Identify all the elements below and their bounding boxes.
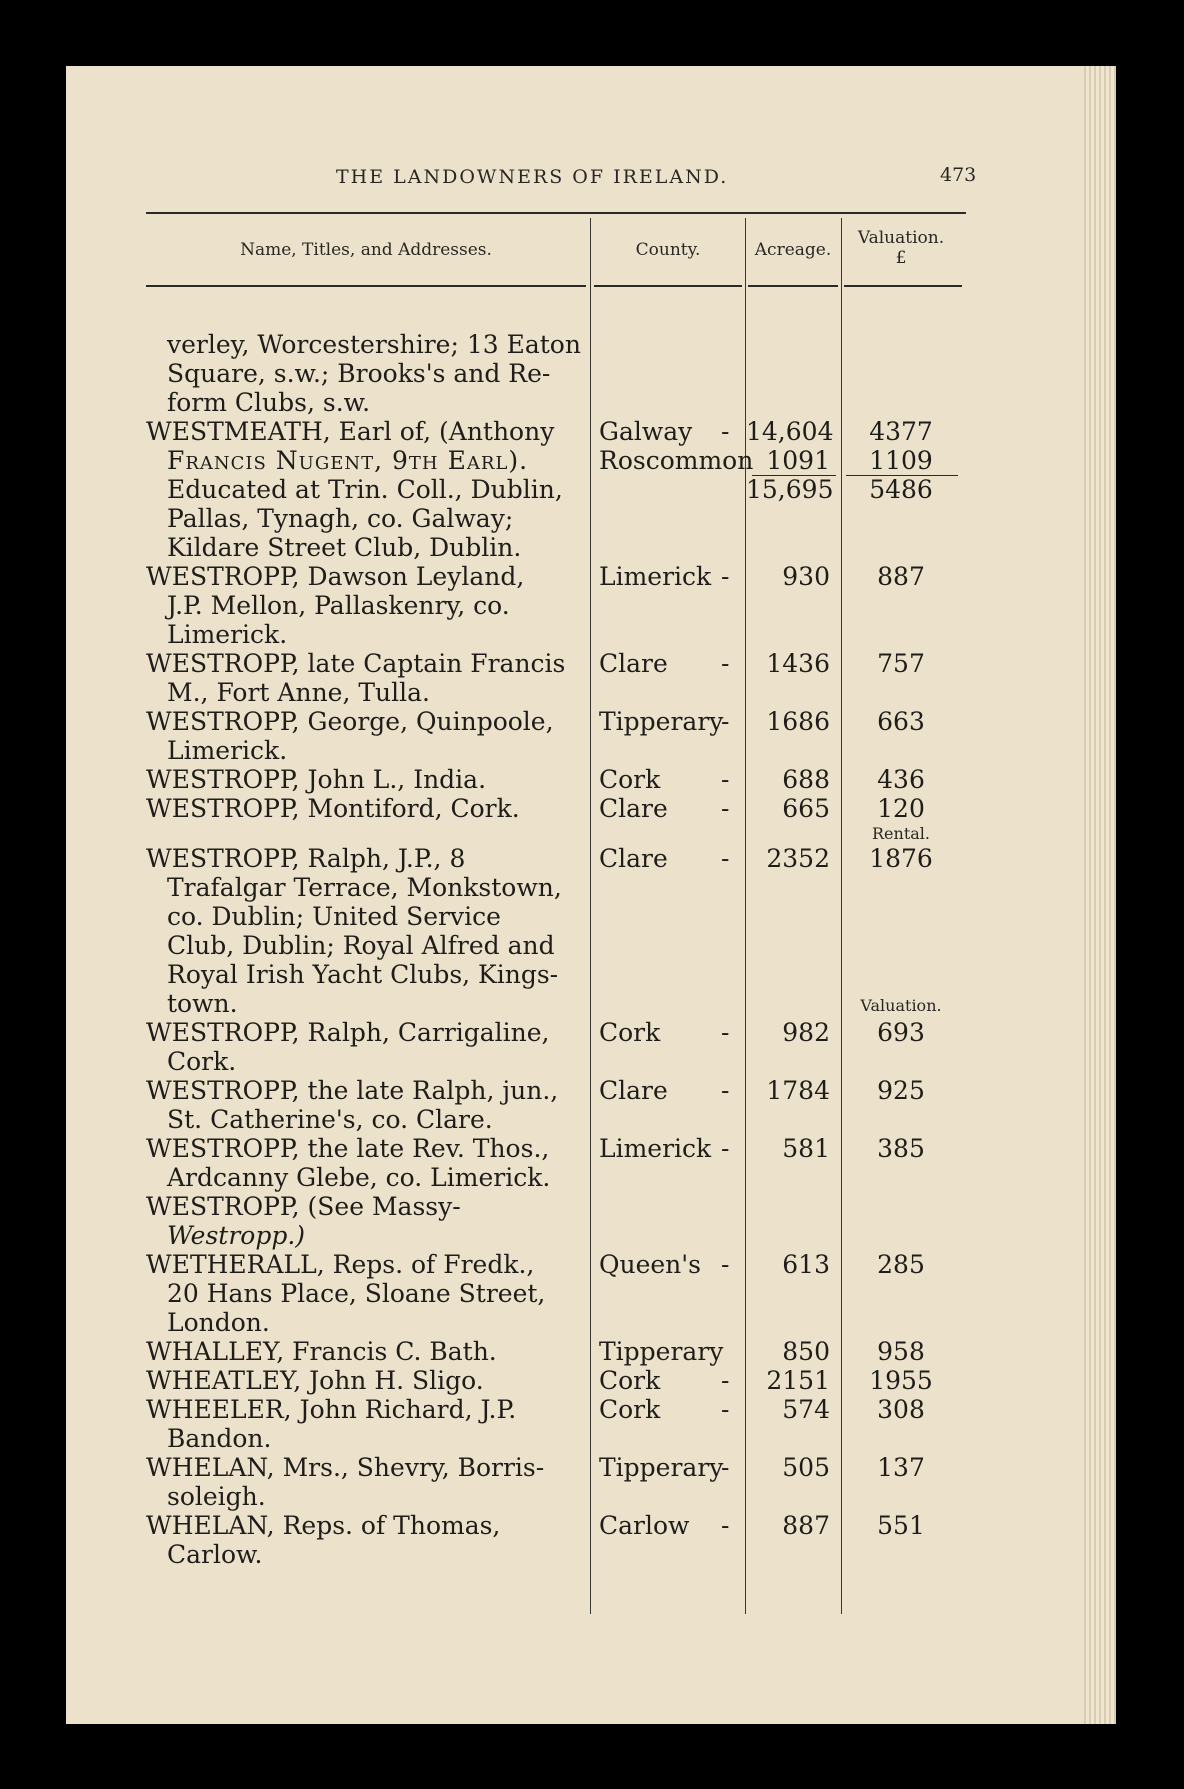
entry-line: Square, s.w.; Brooks's and Re- (167, 359, 551, 388)
column-header-valuation: Valuation. (857, 228, 945, 248)
valuation-note: Valuation. (860, 996, 942, 1015)
entry-line: WHEELER, John Richard, J.P. (146, 1395, 517, 1424)
top-rule (146, 212, 966, 214)
header-rule-name (146, 285, 586, 287)
acreage-cell: 613 (782, 1250, 830, 1279)
entry-line: Bandon. (167, 1424, 272, 1453)
column-header-county: County. (635, 240, 701, 260)
county-cell: Galway (599, 417, 693, 446)
running-title: THE LANDOWNERS OF IRELAND. (336, 166, 729, 188)
header-rule-county (594, 285, 742, 287)
valuation-cell: 4377 (869, 417, 933, 446)
entry-line: WETHERALL, Reps. of Fredk., (146, 1250, 535, 1279)
valuation-cell: 285 (877, 1250, 925, 1279)
county-cell: Cork (599, 1395, 661, 1424)
valuation-cell: 137 (877, 1453, 925, 1482)
leader-dash: - (721, 1076, 730, 1105)
acreage-cell: 982 (782, 1018, 830, 1047)
entry-line: Cork. (167, 1047, 237, 1076)
valuation-cell: 958 (877, 1337, 925, 1366)
page-edge (1084, 66, 1116, 1724)
acreage-cell: 1436 (766, 649, 830, 678)
leader-dash: - (721, 417, 730, 446)
county-cell: Tipperary (599, 1453, 724, 1482)
county-cell: Cork (599, 765, 661, 794)
leader-dash: - (721, 1395, 730, 1424)
acreage-cell: 1091 (766, 446, 830, 475)
header-rule-acreage (748, 285, 838, 287)
entry-line: WESTMEATH, Earl of, (Anthony (146, 417, 555, 446)
column-header-acreage: Acreage. (754, 240, 832, 260)
entry-line: Trafalgar Terrace, Monkstown, (167, 873, 562, 902)
entry-line: co. Dublin; United Service (167, 902, 501, 931)
entry-line: WHELAN, Reps. of Thomas, (146, 1511, 501, 1540)
acreage-cell: 930 (782, 562, 830, 591)
column-header-name: Name, Titles, and Addresses. (240, 240, 492, 260)
county-cell: Cork (599, 1018, 661, 1047)
entry-line: Royal Irish Yacht Clubs, Kings- (167, 960, 559, 989)
entry-line: WESTROPP, (See Massy- (146, 1192, 461, 1221)
county-cell: Clare (599, 794, 668, 823)
valuation-cell: 551 (877, 1511, 925, 1540)
county-cell: Limerick (599, 1134, 712, 1163)
entry-line: WESTROPP, Dawson Leyland, (146, 562, 525, 591)
entry-line: London. (167, 1308, 270, 1337)
entry-line: WESTROPP, the late Ralph, jun., (146, 1076, 559, 1105)
entry-line: St. Catherine's, co. Clare. (167, 1105, 493, 1134)
valuation-cell: 693 (877, 1018, 925, 1047)
leader-dash: - (721, 844, 730, 873)
county-cell: Limerick (599, 562, 712, 591)
county-cell: Carlow (599, 1511, 690, 1540)
book-page (66, 66, 1116, 1724)
entry-line: Francis Nugent, 9th Earl). (167, 446, 529, 475)
leader-dash: - (721, 1250, 730, 1279)
acreage-cell: 688 (782, 765, 830, 794)
leader-dash: - (721, 765, 730, 794)
leader-dash: - (721, 649, 730, 678)
entry-line: WESTROPP, Montiford, Cork. (146, 794, 520, 823)
county-cell: Cork (599, 1366, 661, 1395)
entry-line: WESTROPP, late Captain Francis (146, 649, 566, 678)
acreage-cell: 574 (782, 1395, 830, 1424)
valuation-cell: 887 (877, 562, 925, 591)
entry-line: WESTROPP, Ralph, J.P., 8 (146, 844, 466, 873)
valuation-cell: 436 (877, 765, 925, 794)
entry-line: M., Fort Anne, Tulla. (167, 678, 430, 707)
valuation-cell: 925 (877, 1076, 925, 1105)
acreage-cell: 665 (782, 794, 830, 823)
county-cell: Roscommon (599, 446, 754, 475)
county-cell: Tipperary (599, 1337, 724, 1366)
leader-dash: - (721, 1018, 730, 1047)
entry-line: WESTROPP, John L., India. (146, 765, 487, 794)
leader-dash: - (721, 1453, 730, 1482)
entry-line: form Clubs, s.w. (167, 388, 371, 417)
column-header-valuation-unit: £ (895, 248, 907, 268)
page-number: 473 (940, 164, 977, 186)
entry-line: soleigh. (167, 1482, 266, 1511)
leader-dash: - (721, 794, 730, 823)
entry-line: Pallas, Tynagh, co. Galway; (167, 504, 514, 533)
county-cell: Clare (599, 844, 668, 873)
entry-line: Limerick. (167, 620, 288, 649)
entry-line: Limerick. (167, 736, 288, 765)
county-cell: Clare (599, 649, 668, 678)
entry-line: WESTROPP, the late Rev. Thos., (146, 1134, 550, 1163)
valuation-cell: 1876 (869, 844, 933, 873)
entry-line: Club, Dublin; Royal Alfred and (167, 931, 555, 960)
entry-line: WESTROPP, George, Quinpoole, (146, 707, 554, 736)
valuation-cell: 663 (877, 707, 925, 736)
entry-line: verley, Worcestershire; 13 Eaton (167, 330, 581, 359)
valuation-cell: 308 (877, 1395, 925, 1424)
entry-line: Ardcanny Glebe, co. Limerick. (167, 1163, 551, 1192)
valuation-total: 5486 (869, 475, 933, 504)
entry-line: J.P. Mellon, Pallaskenry, co. (167, 591, 510, 620)
entry-line: Kildare Street Club, Dublin. (167, 533, 522, 562)
valuation-cell: 1955 (869, 1366, 933, 1395)
leader-dash: - (721, 1134, 730, 1163)
acreage-total: 15,695 (746, 475, 834, 504)
entry-line: Westropp.) (167, 1221, 306, 1250)
entry-line: 20 Hans Place, Sloane Street, (167, 1279, 546, 1308)
acreage-cell: 14,604 (746, 417, 834, 446)
valuation-cell: 120 (877, 794, 925, 823)
leader-dash: - (721, 562, 730, 591)
valuation-cell: 1109 (869, 446, 933, 475)
acreage-cell: 1784 (766, 1076, 830, 1105)
county-cell: Clare (599, 1076, 668, 1105)
acreage-cell: 1686 (766, 707, 830, 736)
leader-dash: - (721, 1511, 730, 1540)
leader-dash: - (721, 707, 730, 736)
entry-line: WHELAN, Mrs., Shevry, Borris- (146, 1453, 545, 1482)
header-rule-valuation (844, 285, 962, 287)
county-cell: Queen's (599, 1250, 701, 1279)
acreage-cell: 2151 (766, 1366, 830, 1395)
valuation-cell: 757 (877, 649, 925, 678)
entry-line: WHALLEY, Francis C. Bath. (146, 1337, 497, 1366)
column-divider (590, 218, 591, 1614)
entry-line: WHEATLEY, John H. Sligo. (146, 1366, 484, 1395)
acreage-cell: 581 (782, 1134, 830, 1163)
entry-line: Carlow. (167, 1540, 263, 1569)
acreage-cell: 850 (782, 1337, 830, 1366)
entry-line: town. (167, 989, 238, 1018)
acreage-cell: 505 (782, 1453, 830, 1482)
rental-note: Rental. (872, 824, 930, 843)
county-cell: Tipperary (599, 707, 724, 736)
acreage-cell: 2352 (766, 844, 830, 873)
entry-line: Educated at Trin. Coll., Dublin, (167, 475, 563, 504)
leader-dash: - (721, 1366, 730, 1395)
entry-line: WESTROPP, Ralph, Carrigaline, (146, 1018, 550, 1047)
valuation-cell: 385 (877, 1134, 925, 1163)
acreage-cell: 887 (782, 1511, 830, 1540)
